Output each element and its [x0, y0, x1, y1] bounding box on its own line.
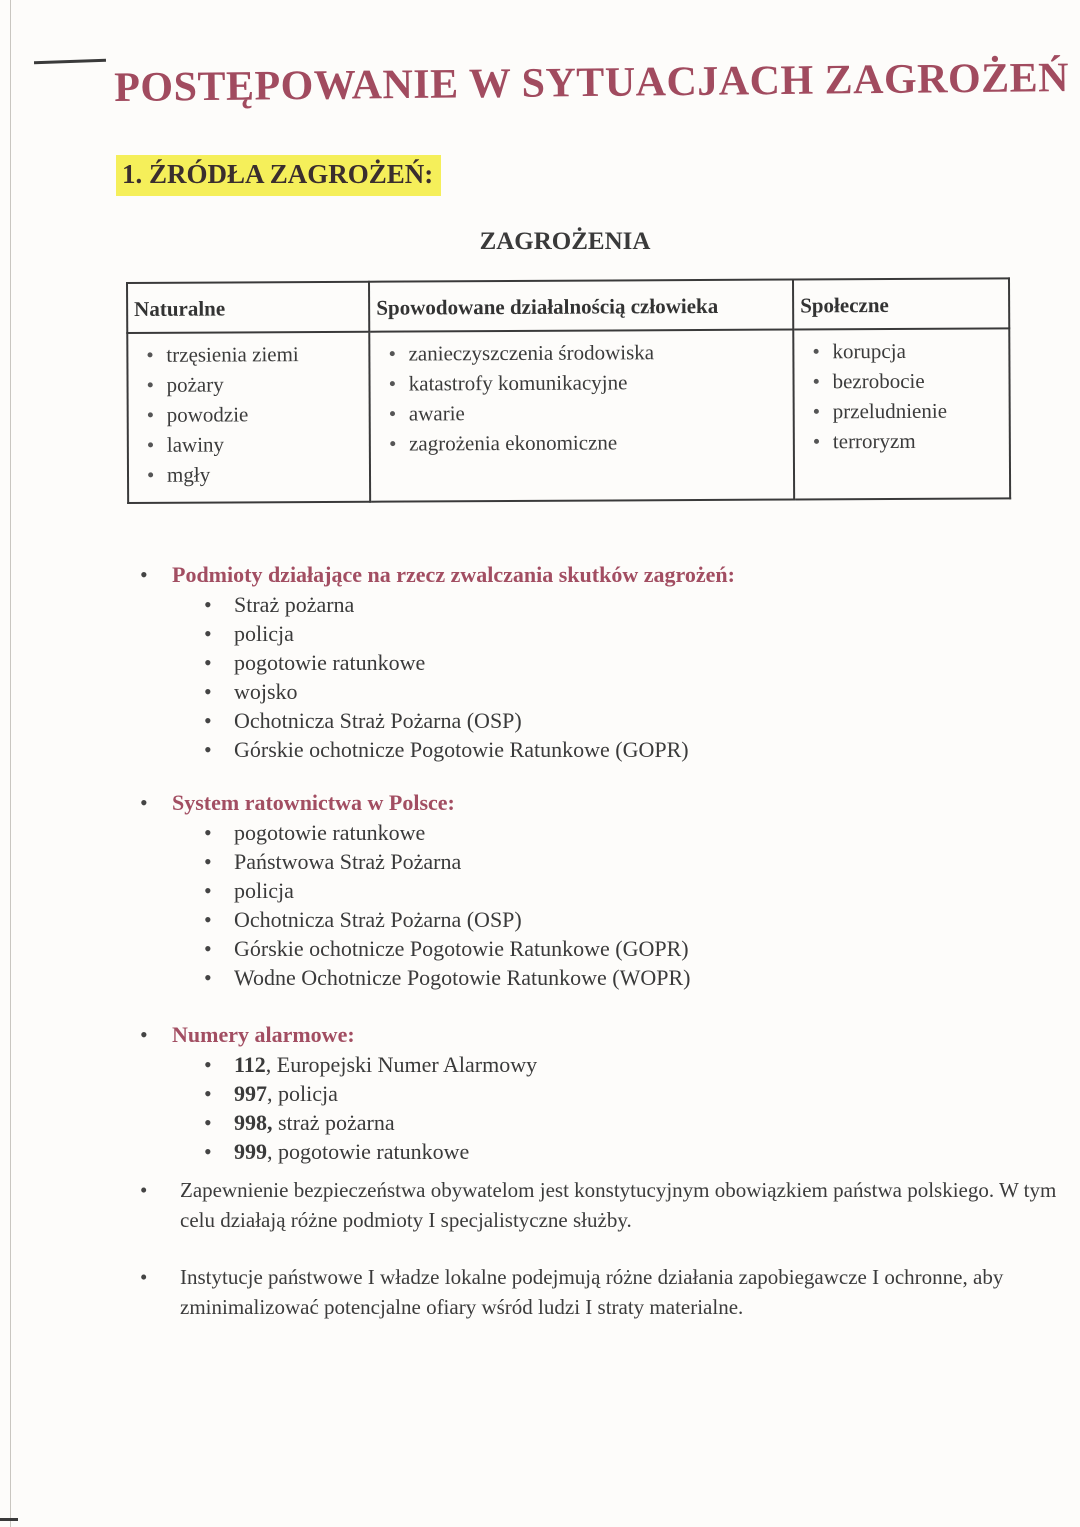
- alarm-number-item: [204, 1079, 537, 1108]
- social-cell: [793, 328, 1010, 499]
- social-list: [800, 335, 1003, 456]
- human-caused-cell: [369, 330, 794, 502]
- threats-table: [126, 277, 1011, 504]
- list-item: • Straż pożarna: [204, 590, 735, 619]
- entities-label: Podmioty działające na rzecz zwalczania skutków zagrożeń:: [172, 562, 735, 587]
- paragraph-institutions: • Instytucje państwowe I władze lokalne podejmują różne działania zapobiegawcze I ochronne, aby zminimalizować potencjalne ofiary wśród ludzi I straty materialne.: [140, 1262, 1080, 1322]
- rescue-system-lead: [140, 788, 690, 818]
- list-item: • pożary: [156, 369, 362, 400]
- list-item: • trzęsienia ziemi: [156, 339, 362, 370]
- rescue-system-label: System ratownictwa w Polsce:: [172, 790, 455, 815]
- header-social: Społeczne: [793, 278, 1009, 329]
- list-item: • mgły: [157, 459, 363, 490]
- list-item: • zanieczyszczenia środowiska: [398, 337, 786, 369]
- list-item: • pogotowie ratunkowe: [204, 818, 690, 847]
- alarm-number-desc: , policja: [267, 1081, 338, 1106]
- alarm-number-desc: straż pożarna: [272, 1110, 395, 1135]
- list-item: • powodzie: [157, 399, 363, 430]
- list-item: • Górskie ochotnicze Pogotowie Ratunkowe (GOPR): [204, 735, 735, 764]
- header-human-caused: Spowodowane działalnością człowieka: [369, 280, 793, 332]
- human-caused-list: [376, 337, 786, 459]
- alarm-number: 998,: [234, 1110, 273, 1135]
- alarm-number: 997: [234, 1081, 267, 1106]
- alarm-numbers-lead: [140, 1020, 537, 1050]
- list-item: • terroryzm: [823, 425, 1003, 456]
- list-item: • policja: [204, 876, 690, 905]
- rescue-system-section: [140, 788, 690, 992]
- list-item: • Ochotnicza Straż Pożarna (OSP): [204, 905, 690, 934]
- list-item: • Ochotnicza Straż Pożarna (OSP): [204, 706, 735, 735]
- list-item: • zagrożenia ekonomiczne: [399, 427, 787, 459]
- alarm-numbers-label: Numery alarmowe:: [172, 1022, 355, 1047]
- scan-mark: [0, 1518, 18, 1521]
- alarm-number-desc: , pogotowie ratunkowe: [267, 1139, 470, 1164]
- list-item: • awarie: [399, 397, 787, 429]
- table-header-row: [127, 278, 1009, 333]
- pen-mark: [34, 59, 106, 65]
- entities-section: [140, 560, 735, 764]
- list-item: • policja: [204, 619, 735, 648]
- alarm-number-desc: , Europejski Numer Alarmowy: [265, 1052, 538, 1077]
- rescue-system-list: [140, 818, 690, 992]
- alarm-number-item: [204, 1137, 537, 1166]
- alarm-numbers-list: [140, 1050, 537, 1166]
- table-row: [127, 328, 1010, 503]
- alarm-number-item: [204, 1108, 537, 1137]
- natural-cell: [127, 332, 370, 503]
- page-title: POSTĘPOWANIE W SYTUACJACH ZAGROŻEŃ: [114, 55, 1070, 111]
- list-item: • Wodne Ochotnicze Pogotowie Ratunkowe (WOPR): [204, 963, 690, 992]
- list-item: • Górskie ochotnicze Pogotowie Ratunkowe (GOPR): [204, 934, 690, 963]
- list-item: • Państwowa Straż Pożarna: [204, 847, 690, 876]
- alarm-numbers-section: [140, 1020, 537, 1166]
- alarm-number: 112: [234, 1052, 266, 1077]
- list-item: • wojsko: [204, 677, 735, 706]
- natural-list: [134, 339, 363, 490]
- entities-list: [140, 590, 735, 764]
- alarm-number: 999: [234, 1139, 267, 1164]
- table-title: ZAGROŻENIA: [479, 228, 651, 255]
- section-heading: 1. ŹRÓDŁA ZAGROŻEŃ:: [116, 155, 441, 196]
- list-item: • bezrobocie: [822, 365, 1002, 396]
- header-natural: Naturalne: [127, 282, 369, 333]
- list-item: • lawiny: [157, 429, 363, 460]
- list-item: • katastrofy komunikacyjne: [399, 367, 787, 399]
- paragraph-state-duty: • Zapewnienie bezpieczeństwa obywatelom jest konstytucyjnym obowiązkiem państwa polskiego. W tym celu działają różne podmioty I specjalistyczne służby.: [140, 1175, 1080, 1235]
- list-item: • korupcja: [822, 335, 1002, 366]
- entities-lead: [140, 560, 735, 590]
- list-item: • pogotowie ratunkowe: [204, 648, 735, 677]
- list-item: • przeludnienie: [823, 395, 1003, 426]
- alarm-number-item: [204, 1050, 537, 1079]
